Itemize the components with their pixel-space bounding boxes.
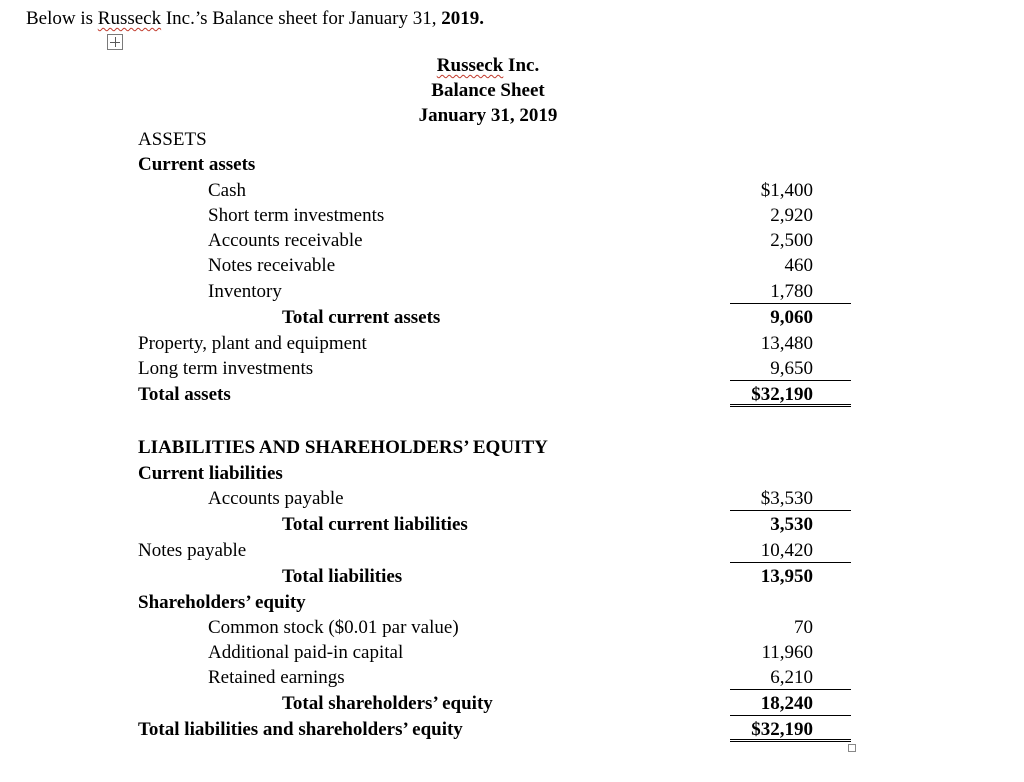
table-row — [0, 668, 1024, 693]
company-name-spellcheck: Russeck — [436, 55, 504, 76]
current-liabilities-heading: Current liabilities — [138, 463, 283, 484]
line-item-amount: 10,420 — [730, 541, 851, 563]
total-liabilities-row — [0, 567, 1024, 592]
company-title — [338, 56, 638, 75]
total-liabilities-label: Total liabilities — [282, 566, 403, 587]
line-item-label: Notes receivable — [208, 255, 336, 276]
line-item-label: Common stock ($0.01 par value) — [208, 617, 459, 638]
line-item-amount: 6,210 — [730, 668, 851, 690]
line-item-label: Inventory — [208, 281, 282, 302]
line-item-label: Notes payable — [138, 540, 247, 561]
total-assets-amount: $32,190 — [730, 385, 851, 407]
intro-sentence — [26, 9, 484, 28]
total-assets-label: Total assets — [138, 384, 231, 405]
table-move-handle-icon[interactable] — [107, 34, 123, 50]
line-item-amount: 2,500 — [770, 230, 813, 251]
table-row — [0, 181, 1024, 206]
grand-total-row — [0, 720, 1024, 745]
line-item-amount: 460 — [784, 255, 813, 276]
table-row — [0, 541, 1024, 566]
intro-company-spellcheck: Russeck — [97, 8, 162, 29]
intro-prefix: Below is — [26, 8, 98, 29]
total-current-assets-row — [0, 308, 1024, 333]
intro-year: 2019. — [441, 8, 485, 29]
total-liabilities-amount: 13,950 — [760, 566, 813, 587]
line-item-label: Accounts payable — [208, 488, 344, 509]
table-row — [0, 256, 1024, 281]
line-item-label: Retained earnings — [208, 667, 345, 688]
grand-total-amount: $32,190 — [730, 720, 851, 742]
line-item-amount: 13,480 — [760, 333, 813, 354]
line-item-amount: 9,650 — [730, 359, 851, 381]
company-suffix: Inc. — [503, 55, 540, 76]
table-row — [0, 231, 1024, 256]
line-item-label: Long term investments — [138, 358, 314, 379]
line-item-label: Additional paid-in capital — [208, 642, 404, 663]
line-item-amount: 1,780 — [730, 282, 851, 304]
total-equity-amount: 18,240 — [730, 694, 851, 716]
liabilities-heading-row — [0, 438, 1024, 463]
line-item-amount: 70 — [794, 617, 813, 638]
total-equity-label: Total shareholders’ equity — [282, 693, 493, 714]
table-row — [0, 489, 1024, 514]
intro-middle: Inc.’s Balance sheet for January 31, — [161, 8, 442, 29]
liabilities-heading: LIABILITIES AND SHAREHOLDERS’ EQUITY — [138, 437, 548, 458]
table-row — [0, 282, 1024, 307]
line-item-label: Cash — [208, 180, 246, 201]
table-resize-handle-icon[interactable] — [848, 744, 856, 752]
table-row — [0, 643, 1024, 668]
table-row — [0, 206, 1024, 231]
total-equity-row — [0, 694, 1024, 719]
total-current-liabilities-label: Total current liabilities — [282, 514, 468, 535]
grand-total-label: Total liabilities and shareholders’ equity — [138, 719, 463, 740]
current-liabilities-heading-row — [0, 464, 1024, 489]
line-item-label: Accounts receivable — [208, 230, 363, 251]
total-current-assets-amount: 9,060 — [770, 307, 813, 328]
line-item-label: Short term investments — [208, 205, 385, 226]
table-row — [0, 618, 1024, 643]
table-row — [0, 334, 1024, 359]
assets-heading-row — [0, 130, 1024, 155]
line-item-amount: 2,920 — [770, 205, 813, 226]
current-assets-heading: Current assets — [138, 154, 256, 175]
equity-heading: Shareholders’ equity — [138, 592, 306, 613]
current-assets-heading-row — [0, 155, 1024, 180]
line-item-label: Property, plant and equipment — [138, 333, 367, 354]
line-item-amount: $1,400 — [760, 180, 813, 201]
total-current-liabilities-amount: 3,530 — [770, 514, 813, 535]
total-current-liabilities-row — [0, 515, 1024, 540]
total-current-assets-label: Total current assets — [282, 307, 441, 328]
table-row — [0, 359, 1024, 384]
line-item-amount: $3,530 — [730, 489, 851, 511]
line-item-amount: 11,960 — [761, 642, 813, 663]
equity-heading-row — [0, 593, 1024, 618]
statement-date: January 31, 2019 — [418, 105, 558, 126]
statement-title: Balance Sheet — [431, 80, 545, 101]
assets-heading: ASSETS — [138, 129, 207, 150]
total-assets-row — [0, 385, 1024, 410]
